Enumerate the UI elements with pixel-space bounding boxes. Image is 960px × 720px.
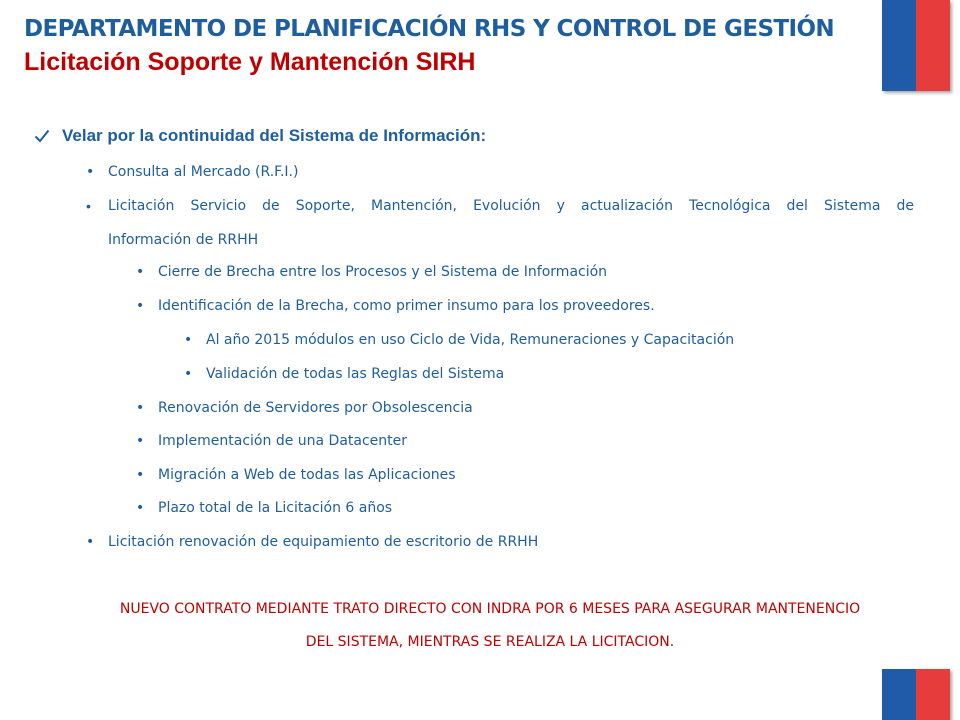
section-heading [34,126,486,146]
bullet-dot: • [184,332,193,348]
list-item [184,330,735,350]
bullet-dot: • [136,400,145,416]
list-item-text: Migración a Web de todas las Aplicaciones [158,467,456,483]
list-item [184,364,505,384]
list-item-text: Licitación renovación de equipamiento de escritorio de RRHH [108,534,539,550]
list-item-text: Cierre de Brecha entre los Procesos y el Sistema de Información [158,264,608,280]
bullet-dot: • [86,198,91,214]
flag-red-stripe [916,0,950,91]
list-item-text: Plazo total de la Licitación 6 años [158,500,393,516]
list-item [86,532,539,552]
list-item [86,162,299,182]
list-item [136,398,473,418]
notice-line-1: NUEVO CONTRATO MEDIANTE TRATO DIRECTO CON INDRA POR 6 MESES PARA ASEGURAR MANTENENCIO [119,601,861,617]
list-item [136,296,655,316]
bullet-dot: • [136,433,145,449]
list-item-text: Renovación de Servidores por Obsolescencia [158,400,473,416]
section-heading-text: Velar por la continuidad del Sistema de Información: [62,126,487,145]
page-title: DEPARTAMENTO DE PLANIFICACIÓN RHS Y CONTROL DE GESTIÓN [24,16,835,42]
checkmark-icon [34,128,50,144]
notice-line-2: DEL SISTEMA, MIENTRAS SE REALIZA LA LICITACION. [305,634,675,650]
bullet-dot: • [86,534,95,550]
flag-blue-stripe [882,0,916,91]
bullet-dot: • [136,298,145,314]
flag-blue-stripe [882,669,916,720]
list-item-text: Licitación Servicio de Soporte, Mantención, Evolución y actualización Tecnológica del Sistema de [108,198,914,214]
bullet-dot: • [184,366,193,382]
list-item-text: Identificación de la Brecha, como primer insumo para los proveedores. [158,298,655,314]
chile-flag-logo-bottom [882,669,950,720]
page-subtitle: Licitación Soporte y Mantención SIRH [24,48,476,76]
list-item-text: Consulta al Mercado (R.F.I.) [108,164,299,180]
list-item [136,431,408,451]
list-item-text: Implementación de una Datacenter [158,433,408,449]
list-item-text: Al año 2015 módulos en uso Ciclo de Vida, Remuneraciones y Capacitación [206,332,735,348]
list-item [136,262,608,282]
bullet-dot: • [136,264,145,280]
flag-red-stripe [916,669,950,720]
bullet-dot: • [86,164,95,180]
list-item-text-continued: Información de RRHH [108,232,259,248]
list-item-text: Validación de todas las Reglas del Sistema [206,366,505,382]
bullet-dot: • [136,500,145,516]
list-item [136,498,393,518]
chile-flag-logo-top [882,0,950,91]
list-item [136,465,456,485]
bullet-dot: • [136,467,145,483]
